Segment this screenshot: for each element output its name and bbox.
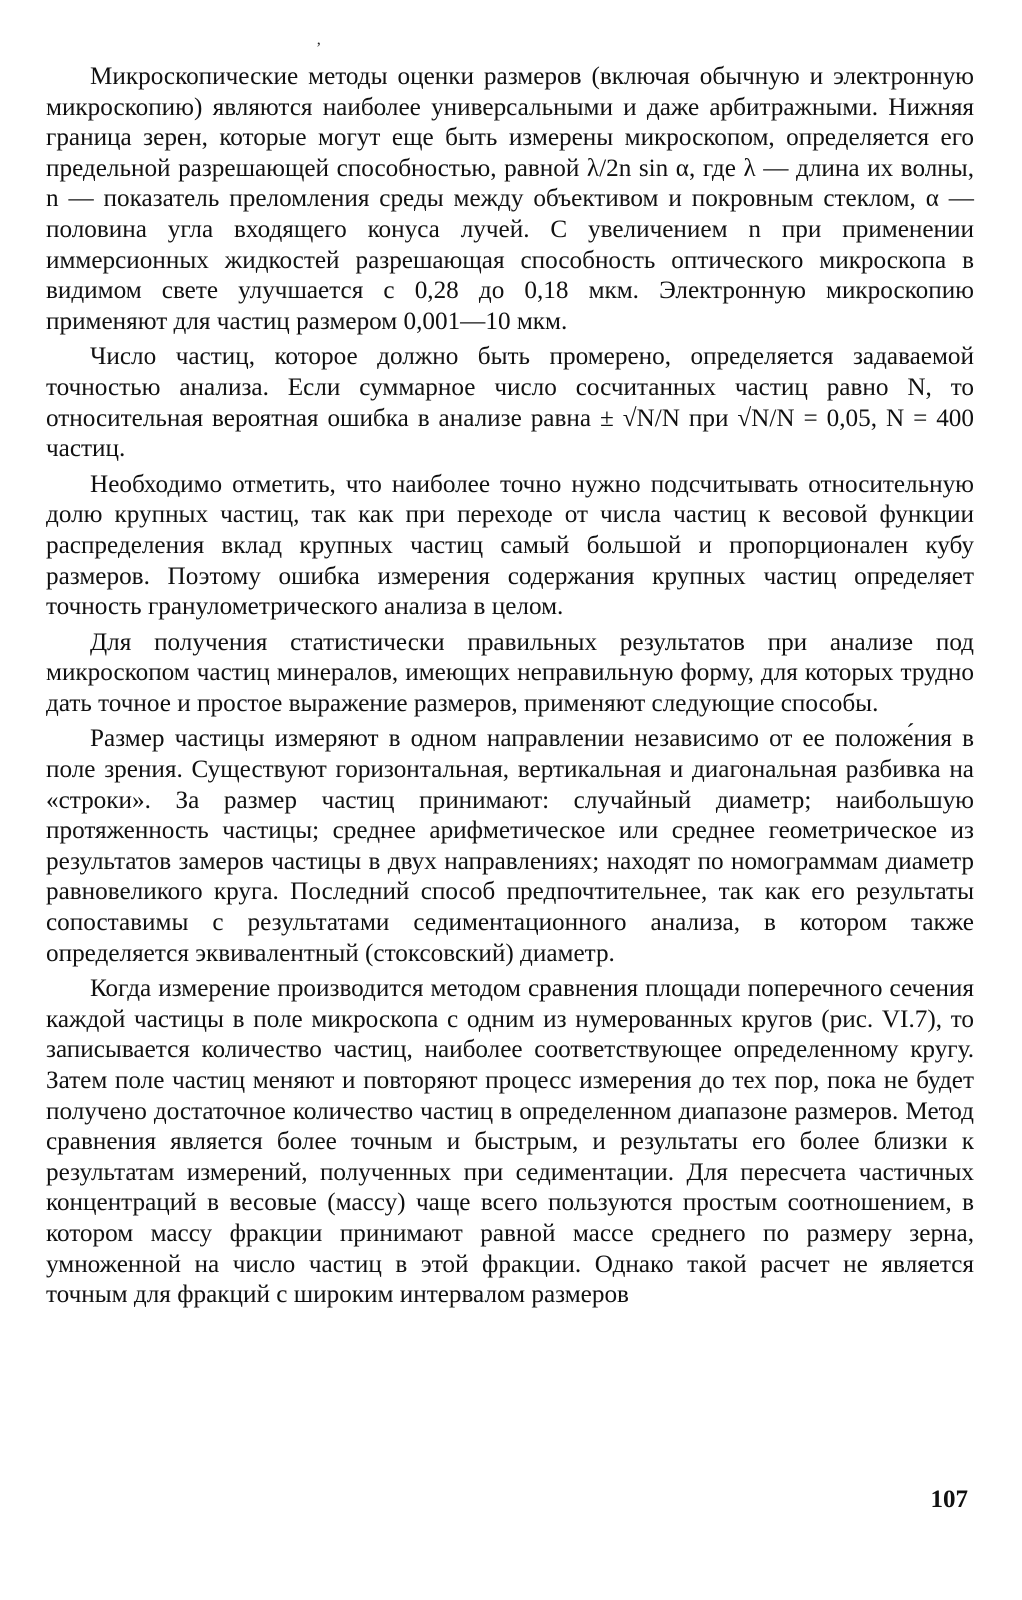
page-body — [46, 62, 974, 1311]
paragraph-comparison-method: Когда измерение производится методом сравнения площади поперечного сечения каждой частицы в поле микроскопа с одним из нумерованных кругов (рис. VI.7), то записывается количество частиц, наиболее соответствующее определенному кругу. Затем поле частиц меняют и повторяют процесс измерения до тех пор, пока не будет получено достаточное количество частиц в определенном диапазоне размеров. Метод сравнения является более точным и быстрым, и результаты его более близки к результатам измерений, полученных при седиментации. Для пересчета частичных концентраций в весовые (массу) чаще всего пользуются простым соотношением, в котором массу фракции принимают равной массе среднего по размеру зерна, умноженной на число частиц в этой фракции. Однако такой расчет не является точным для фракций с широким интервалом размеров — [46, 975, 974, 1309]
scan-mark: ’ — [316, 40, 322, 57]
paragraph-coarse-fraction: Необходимо отметить, что наиболее точно нужно подсчитывать относительную долю крупных частиц, так как при переходе от числа частиц к весовой функции распределения вклад крупных частиц самый большой и пропорционален кубу размеров. Поэтому ошибка измерения содержания крупных частиц определяет точность гранулометрического анализа в целом. — [46, 470, 974, 621]
page-number: 107 — [930, 1486, 968, 1513]
paragraph-particle-size: Размер частицы измеряют в одном направлении независимо от ее положе́ния в поле зрения. Существуют горизонтальная, вертикальная и диагональная разбивка на «строки». За размер частиц принимают: случайный диаметр; наибольшую протяженность частицы; среднее арифметическое или среднее геометрическое из результатов замеров частицы в двух направлениях; находят по номограммам диаметр равновеликого круга. Последний способ предпочтительнее, так как его результаты сопоставимы с результатами седиментационного анализа, в котором также определяется эквивалентный (стоксовский) диаметр. — [46, 725, 974, 967]
paragraph-particle-count: Число частиц, которое должно быть промерено, определяется задаваемой точностью анализа. Если суммарное число сосчитанных частиц равно N, то относительная вероятная ошибка в анализе равна ± √N/N при √N/N = 0,05, N = 400 частиц. — [46, 343, 974, 463]
paragraph-statistical-methods: Для получения статистически правильных результатов при анализе под микроскопом частиц минералов, имеющих неправильную форму, для которых трудно дать точное и простое выражение размеров, применяют следующие способы. — [46, 628, 974, 717]
paragraph-microscopy-methods: Микроскопические методы оценки размеров (включая обычную и электронную микроскопию) являются наиболее универсальными и даже арбитражными. Нижняя граница зерен, которые могут еще быть измерены микроскопом, определяется его предельной разрешающей способностью, равной λ/2n sin α, где λ — длина их волны, n — показатель преломления среды между объективом и покровным стеклом, α — половина угла входящего конуса лучей. С увеличением n при применении иммерсионных жидкостей разрешающая способность оптического микроскопа в видимом свете улучшается с 0,28 до 0,18 мкм. Электронную микроскопию применяют для частиц размером 0,001—10 мкм. — [46, 63, 974, 335]
